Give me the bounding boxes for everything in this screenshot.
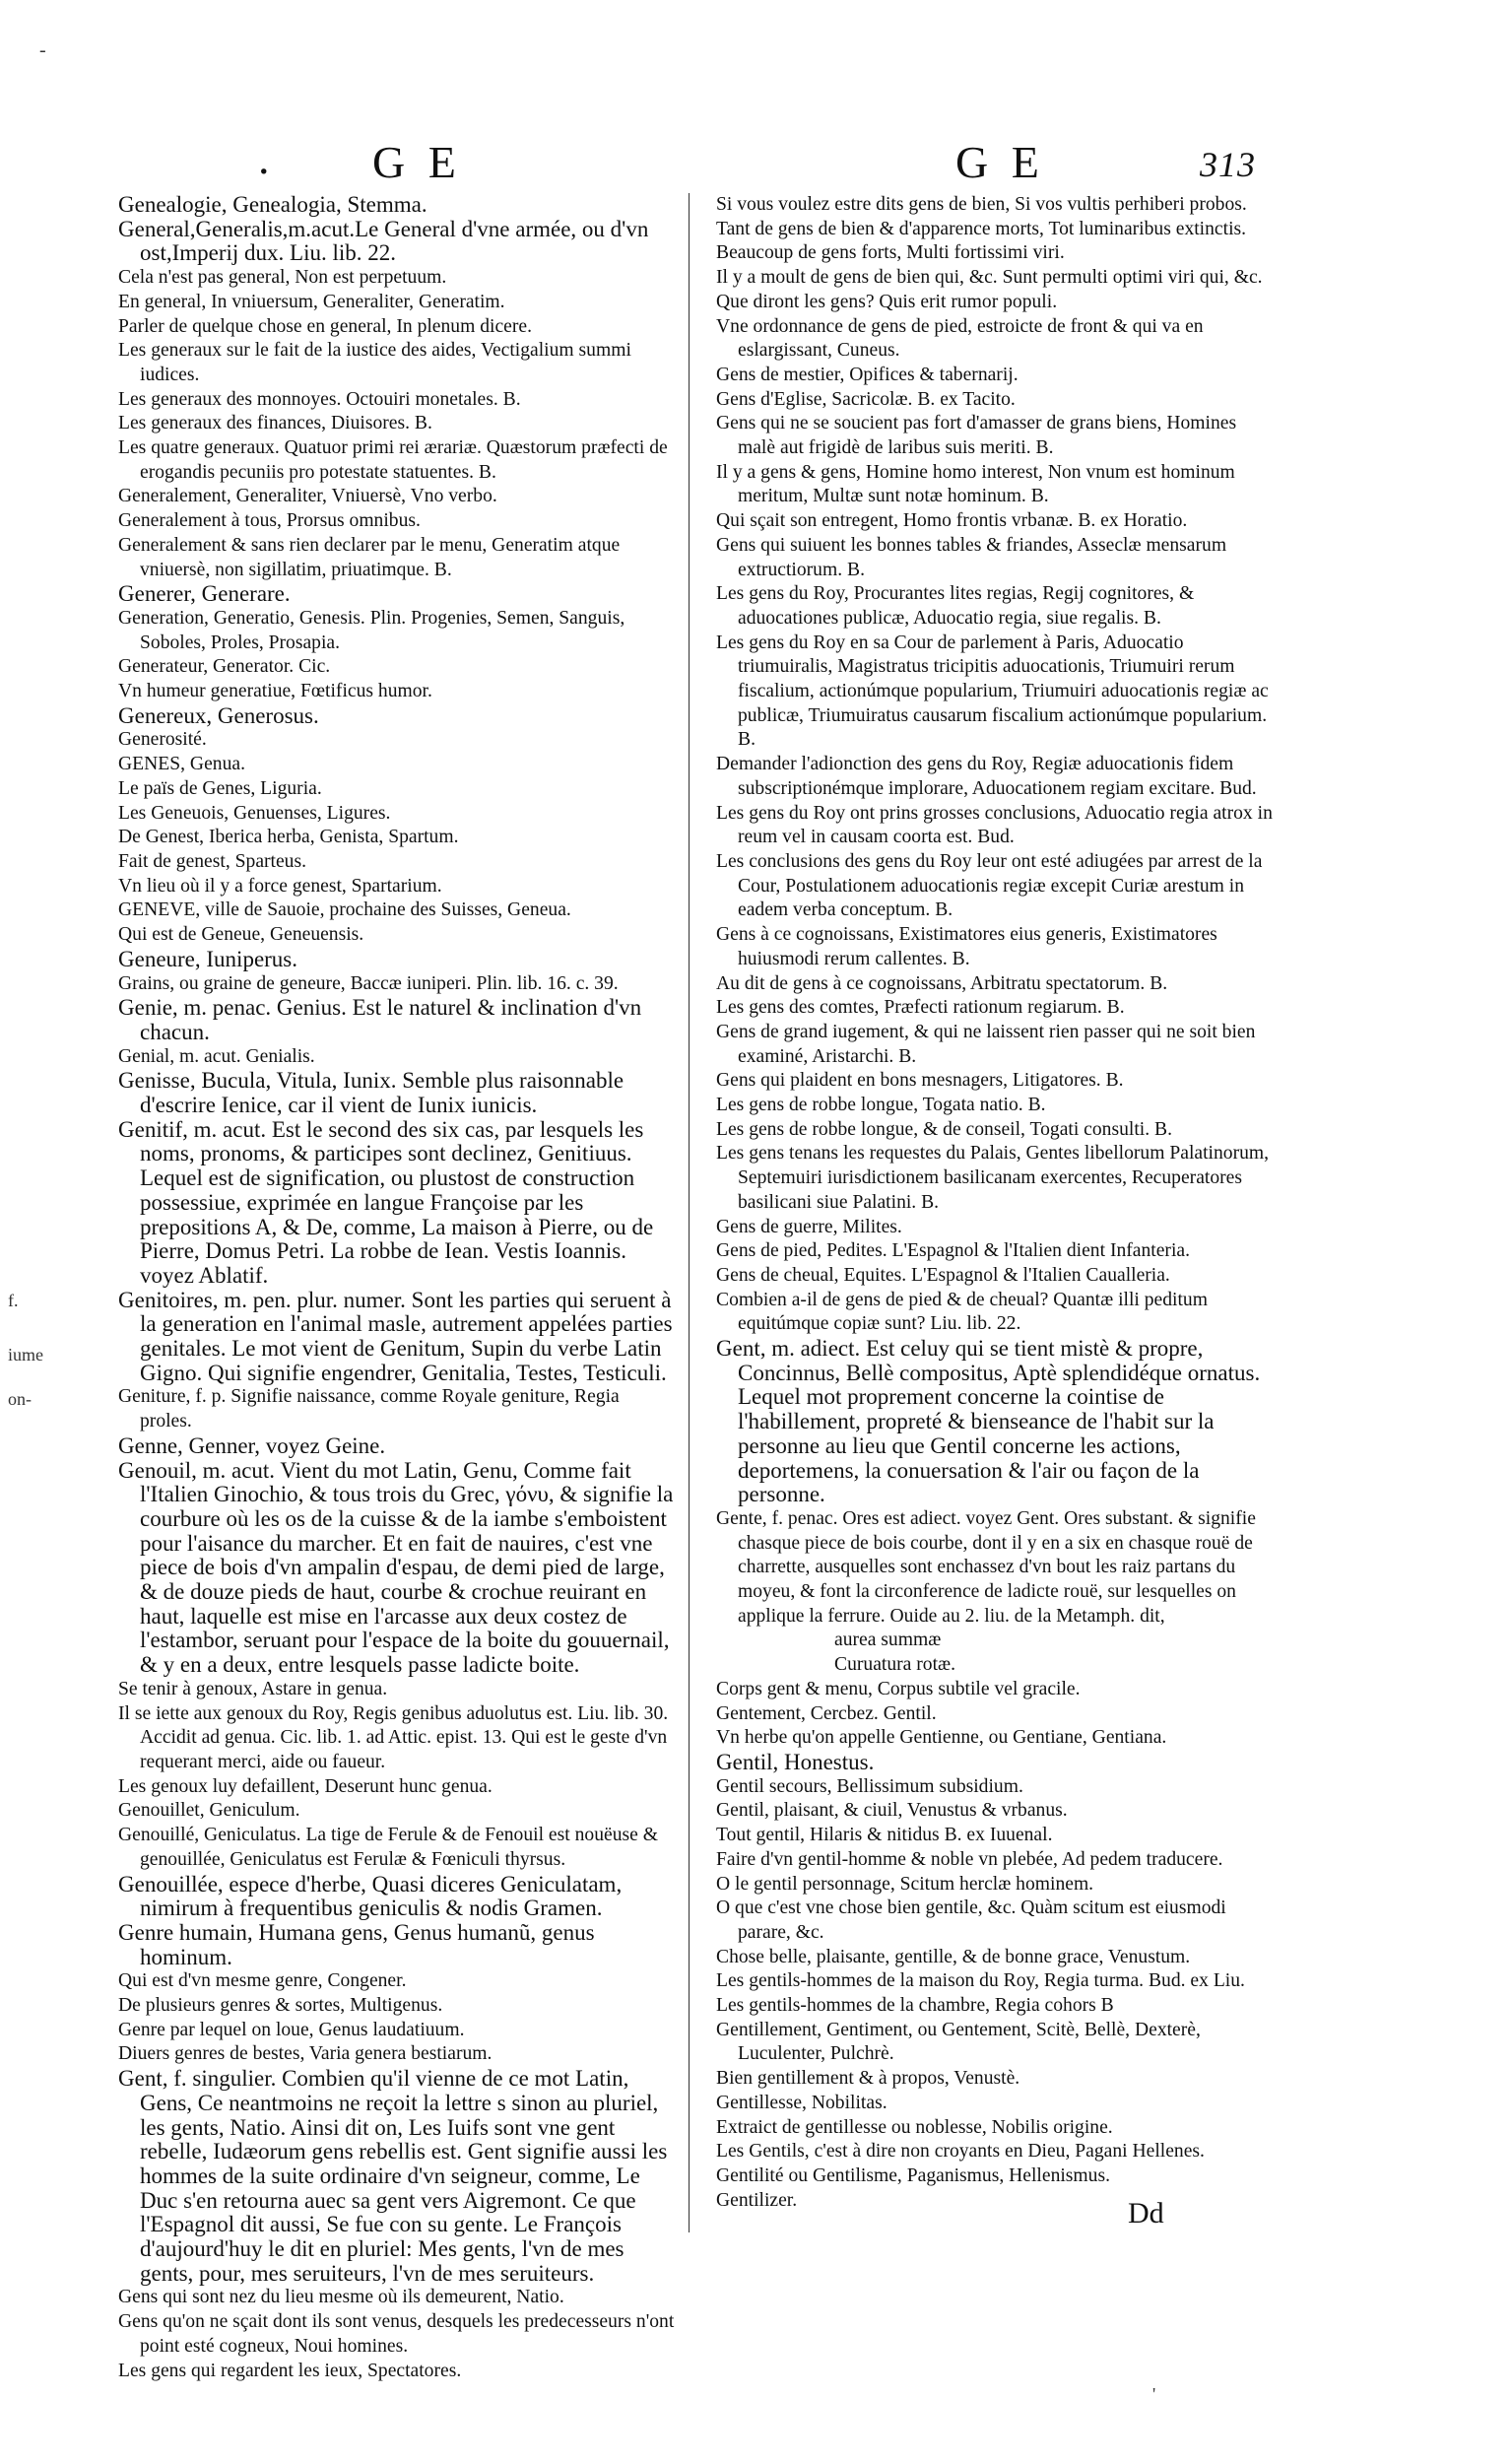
dictionary-entry: Gens de guerre, Milites.: [716, 1216, 902, 1237]
dictionary-entry: Les gens de robbe longue, & de conseil, Togati consulti. B.: [716, 1118, 1172, 1140]
dictionary-entry: Parler de quelque chose en general, In plenum dicere.: [118, 315, 532, 337]
margin-note: on-: [8, 1389, 32, 1409]
dictionary-entry: Generalement & sans rien declarer par le menu, Generatim atque vniuersè, non sigillatim, priuatimque. B.: [118, 534, 621, 580]
page-number: 313: [1200, 145, 1256, 184]
dictionary-entry: Genouillée, espece d'herbe, Quasi diceres Geniculatam, nimirum à frequentibus geniculis & nodis Gramen.: [118, 1871, 623, 1921]
dictionary-entry: Les gens du Roy en sa Cour de parlement à Paris, Aduocatio triumuiralis, Magistratus tricipitis aduocationis, Triumuiri rerum fiscalium, actionúmque popularium, Triumuiri aduocationis regiæ ac publicæ, Triumuiratus causarum fiscalium actionúmque popularium. B.: [716, 632, 1269, 751]
dictionary-entry: Gente, f. penac. Ores est adiect. voyez Gent. Ores substant. & signifie chasque piece de bois courbe, dont il y en a six en chasque rouë de charrette, ausquelles sont enchassez d'vn bout les raiz partans du moyeu, & font la circonference de ladicte rouë, sur lesquelles on applique la ferrure. Ouide au 2. liu. de la Metamph. dit,: [716, 1507, 1256, 1627]
dictionary-entry: General,Generalis,m.acut.Le General d'vne armée, ou d'vn ost,Imperij dux. Liu. lib. 22.: [118, 216, 649, 266]
dictionary-entry: Generalement, Generaliter, Vniuersè, Vno verbo.: [118, 486, 497, 507]
dictionary-entry: Faire d'vn gentil-homme & noble vn plebée, Ad pedem traducere.: [716, 1848, 1223, 1870]
dictionary-entry: Fait de genest, Sparteus.: [118, 850, 307, 872]
dictionary-entry: Gens de cheual, Equites. L'Espagnol & l'Italien Caualleria.: [716, 1264, 1170, 1286]
dictionary-entry: Genisse, Bucula, Vitula, Iunix. Semble plus raisonnable d'escrire Ienice, car il vient de Iunix iunicis.: [118, 1068, 625, 1118]
dictionary-entry: Corps gent & menu, Corpus subtile vel gracile.: [716, 1678, 1081, 1699]
dictionary-entry: Bien gentillement & à propos, Venustè.: [716, 2068, 1020, 2090]
margin-note: f.: [8, 1291, 19, 1310]
dictionary-entry: Il y a moult de gens de bien qui, &c. Sunt permulti optimi viri qui, &c.: [716, 267, 1263, 289]
dictionary-entry: Les gens qui regardent les ieux, Spectatores.: [118, 2360, 462, 2381]
dictionary-entry: Les genoux luy defaillent, Deserunt hunc genua.: [118, 1775, 493, 1797]
header-dot: .: [258, 133, 276, 183]
bottom-mark: ': [1152, 2384, 1156, 2404]
dictionary-entry: Gens de pied, Pedites. L'Espagnol & l'Italien dient Infanteria.: [716, 1240, 1190, 1262]
dictionary-entry: Vn lieu où il y a force genest, Spartarium.: [118, 875, 442, 897]
dictionary-entry: Generateur, Generator. Cic.: [118, 656, 331, 678]
dictionary-entry: Genereux, Generosus.: [118, 702, 319, 728]
dictionary-entry: Genouillet, Geniculum.: [118, 1800, 300, 1822]
dictionary-entry: Geneure, Iuniperus.: [118, 946, 298, 971]
dictionary-entry: Genouillé, Geniculatus. La tige de Ferule & de Fenouil est nouëuse & genouillée, Geniculatus est Ferulæ & Fœniculi thyrsus.: [118, 1825, 658, 1870]
header-left-title: G E: [372, 137, 462, 187]
dictionary-entry: Qui sçait son entregent, Homo frontis vrbanæ. B. ex Horatio.: [716, 510, 1188, 532]
dictionary-entry: Genre humain, Humana gens, Genus humanũ, genus hominum.: [118, 1919, 595, 1969]
margin-note: iume: [8, 1345, 43, 1365]
dictionary-entry: Tout gentil, Hilaris & nitidus B. ex Iuuenal.: [716, 1825, 1053, 1846]
dictionary-entry: Il se iette aux genoux du Roy, Regis genibus aduolutus est. Liu. lib. 30. Accidit ad genua. Cic. lib. 1. ad Attic. epist. 13. Qui est le geste d'vn requerant merci, aide ou faueur.: [118, 1702, 669, 1772]
running-head: [0, 133, 1512, 195]
dictionary-entry: Genie, m. penac. Genius. Est le naturel & inclination d'vn chacun.: [118, 995, 642, 1044]
dictionary-entry: Que diront les gens? Quis erit rumor populi.: [716, 291, 1058, 312]
dictionary-entry: Diuers genres de bestes, Varia genera bestiarum.: [118, 2043, 493, 2065]
dictionary-entry: Generosité.: [118, 729, 207, 751]
dictionary-entry: Au dit de gens à ce cognoissans, Arbitratu spectatorum. B.: [716, 972, 1168, 994]
dictionary-entry: GENES, Genua.: [118, 754, 245, 775]
column-rule: [689, 193, 690, 2232]
dictionary-entry: Se tenir à genoux, Astare in genua.: [118, 1678, 388, 1699]
dictionary-entry: Les gentils-hommes de la maison du Roy, Regia turma. Bud. ex Liu.: [716, 1970, 1245, 1992]
dictionary-entry: Gens de grand iugement, & qui ne laissent rien passer qui ne soit bien examiné, Aristarchi. B.: [716, 1021, 1256, 1067]
dictionary-entry: Gentilizer.: [716, 2189, 798, 2211]
dictionary-entry: Gens qui plaident en bons mesnagers, Litigatores. B.: [716, 1070, 1124, 1092]
dictionary-entry: Generation, Generatio, Genesis. Plin. Progenies, Semen, Sanguis, Soboles, Proles, Prosapia.: [118, 607, 625, 653]
dictionary-entry: Combien a-il de gens de pied & de cheual? Quantæ illi peditum equitúmque copiæ sunt? Liu. lib. 22.: [716, 1289, 1208, 1335]
dictionary-entry: Gentement, Cercbez. Gentil.: [716, 1702, 937, 1724]
dictionary-entry: Les gens de robbe longue, Togata natio. B.: [716, 1095, 1046, 1116]
dictionary-entry: Qui est d'vn mesme genre, Congener.: [118, 1970, 407, 1992]
dictionary-entry: Le païs de Genes, Liguria.: [118, 777, 322, 799]
dictionary-entry: Les gens du Roy, Procurantes lites regias, Regij cognitores, & aduocationes publicæ, Aduocatio regia, siue regalis. B.: [716, 583, 1195, 629]
dictionary-entry: Gent, m. adiect. Est celuy qui se tient mistè & propre, Concinnus, Bellè compositus, Aptè splendidéque ornatus. Lequel mot proprement concerne la cointise de l'habillement, propreté & bienseance de l'habit sur la personne au lieu que Gentil concerne les actions, deportemens, la conuersation & l'air ou façon de la personne.: [716, 1336, 1261, 1507]
dictionary-entry: Les gens du Roy ont prins grosses conclusions, Aduocatio regia atrox in reum vel in causam coorta est. Bud.: [716, 802, 1273, 848]
dictionary-entry: Qui est de Geneue, Geneuensis.: [118, 924, 364, 946]
dictionary-entry: Gentillesse, Nobilitas.: [716, 2092, 887, 2113]
dictionary-entry: Generer, Generare.: [118, 581, 291, 607]
dictionary-entry: Gens qui suiuent les bonnes tables & friandes, Asseclæ mensarum extructiorum. B.: [716, 534, 1227, 580]
dictionary-entry: Genial, m. acut. Genialis.: [118, 1045, 315, 1067]
dictionary-entry: O que c'est vne chose bien gentile, &c. Quàm scitum est eiusmodi parare, &c.: [716, 1897, 1226, 1943]
marginalia: [8, 965, 67, 1754]
catchword: Dd: [1128, 2197, 1164, 2230]
dictionary-entry: Les generaux sur le fait de la iustice des aides, Vectigalium summi iudices.: [118, 340, 631, 385]
dictionary-entry: Vne ordonnance de gens de pied, estroicte de front & qui va en eslargissant, Cuneus.: [716, 315, 1204, 362]
dictionary-entry: Les gens tenans les requestes du Palais, Gentes libellorum Palatinorum, Septemuiri iurisdictionem basilicanam exercentes, Recuperatores basilicani siue Palatini. B.: [716, 1143, 1270, 1213]
dictionary-entry: Les generaux des monnoyes. Octouiri monetales. B.: [118, 388, 521, 410]
dictionary-entry: Les generaux des finances, Diuisores. B.: [118, 413, 432, 434]
dictionary-entry: Les gens des comtes, Præfecti rationum regiarum. B.: [716, 997, 1125, 1019]
dictionary-entry: Vn herbe qu'on appelle Gentienne, ou Gentiane, Gentiana.: [716, 1727, 1167, 1749]
dictionary-entry: Demander l'adionction des gens du Roy, Regiæ aduocationis fidem subscriptionémque implorare, Aduocationem regiam excitare. Bud.: [716, 754, 1257, 799]
dictionary-entry: aurea summæ: [834, 1630, 942, 1651]
dictionary-entry: Genitoires, m. pen. plur. numer. Sont les parties qui seruent à la generation en l'animal masle, autrement appelées parties genitales. Le mot vient de Genitum, Supin du verbe Latin Gigno. Qui signifie engendrer, Genitalia, Testes, Testiculi.: [118, 1287, 673, 1385]
dictionary-entry: Les conclusions des gens du Roy leur ont esté adiugées par arrest de la Cour, Postulationem aduocationis regiæ excepit Curiæ arestum in eadem verba conceptum. B.: [716, 850, 1263, 921]
dictionary-entry: Extraict de gentillesse ou noblesse, Nobilis origine.: [716, 2116, 1113, 2138]
dictionary-entry: Les Geneuois, Genuenses, Ligures.: [118, 802, 391, 824]
dictionary-entry: Les gentils-hommes de la chambre, Regia cohors B: [716, 1995, 1114, 2017]
dictionary-entry: Grains, ou graine de geneure, Baccæ iuniperi. Plin. lib. 16. c. 39.: [118, 972, 619, 994]
dictionary-entry: Gens qui ne se soucient pas fort d'amasser de grans biens, Homines malè aut frigidè de laribus suis meriti. B.: [716, 413, 1237, 459]
dictionary-entry: Les Gentils, c'est à dire non croyants en Dieu, Pagani Hellenes.: [716, 2141, 1205, 2163]
dictionary-entry: Chose belle, plaisante, gentille, & de bonne grace, Venustum.: [716, 1946, 1191, 1967]
dictionary-entry: Geniture, f. p. Signifie naissance, comme Royale geniture, Regia proles.: [118, 1386, 620, 1432]
left-column: [118, 192, 675, 2381]
dictionary-entry: Gentillement, Gentiment, ou Gentement, Scitè, Bellè, Dexterè, Luculenter, Pulchrè.: [716, 2019, 1201, 2065]
dictionary-entry: En general, In vniuersum, Generaliter, Generatim.: [118, 291, 505, 312]
dictionary-entry: Gentil, plaisant, & ciuil, Venustus & vrbanus.: [716, 1800, 1068, 1822]
dictionary-entry: Les quatre generaux. Quatuor primi rei ærariæ. Quæstorum præfecti de erogandis pecuniis pro potestate statuentes. B.: [118, 437, 668, 483]
dictionary-entry: Genitif, m. acut. Est le second des six cas, par lesquels les noms, pronoms, & participes sont declinez, Genitiuus. Lequel est de signification, ou plustost de construction possessiue, exprimée en langue Françoise par les prepositions A, & De, comme, La maison à Pierre, ou de Pierre, Domus Petri. La robbe de Iean. Vestis Ioannis. voyez Ablatif.: [118, 1116, 654, 1288]
dictionary-entry: Genouil, m. acut. Vient du mot Latin, Genu, Comme fait l'Italien Ginochio, & tous trois du Grec, γόνυ, & signifie la courbure où les os de la cuisse & de la iambe s'emboistent pour l'aisance du marcher. Et en fait de nauires, c'est vne piece de bois d'vn ampalin d'espau, de demi pied de large, & de douze pieds de haut, courbe & crochue reuirant en haut, laquelle est mise en l'arcasse aux deux costez de l'estambor, seruant pour l'espace de la boite du gouuernail, & y en a deux, entre lesquels passe ladicte boite.: [118, 1457, 674, 1678]
dictionary-entry: Si vous voulez estre dits gens de bien, Si vos vultis perhiberi probos.: [716, 194, 1247, 215]
dictionary-entry: Gens d'Eglise, Sacricolæ. B. ex Tacito.: [716, 388, 1016, 410]
dictionary-entry: Genealogie, Genealogia, Stemma.: [118, 192, 427, 217]
dictionary-entry: O le gentil personnage, Scitum herclæ hominem.: [716, 1873, 1094, 1895]
dictionary-entry: Il y a gens & gens, Homine homo interest, Non vnum est hominum meritum, Multæ sunt notæ hominum. B.: [716, 461, 1235, 507]
dictionary-entry: Gent, f. singulier. Combien qu'il vienne de ce mot Latin, Gens, Ce neantmoins ne reçoit la lettre s sinon au pluriel, les gents, Natio. Ainsi dit on, Les Iuifs sont vne gent rebelle, Iudæorum gens rebellis est. Gent signifie aussi les hommes de la suite ordinaire d'vn seigneur, comme, Le Duc s'en retourna auec sa gent vers Aigremont. Ce que l'Espagnol dit aussi, Se fue con su gente. Le François d'aujourd'huy le dit en pluriel: Mes gents, l'vn de mes gents, pour, mes seruiteurs, l'vn de mes seruiteurs.: [118, 2066, 668, 2286]
dictionary-entry: Gens qu'on ne sçait dont ils sont venus, desquels les predecesseurs n'ont point esté cogneux, Noui homines.: [118, 2311, 675, 2357]
header-right-title: G E: [955, 137, 1045, 187]
dictionary-entry: GENEVE, ville de Sauoie, prochaine des Suisses, Geneua.: [118, 899, 571, 921]
dictionary-entry: Generalement à tous, Prorsus omnibus.: [118, 510, 421, 532]
dictionary-entry: Beaucoup de gens forts, Multi fortissimi viri.: [716, 242, 1065, 264]
dictionary-entry: De plusieurs genres & sortes, Multigenus.: [118, 1995, 443, 2017]
dictionary-entry: Curuatura rotæ.: [834, 1654, 955, 1676]
dictionary-entry: Gentil secours, Bellissimum subsidium.: [716, 1775, 1023, 1797]
dictionary-entry: Tant de gens de bien & d'apparence morts, Tot luminaribus extinctis.: [716, 218, 1247, 239]
dictionary-entry: Cela n'est pas general, Non est perpetuum.: [118, 267, 447, 289]
dictionary-entry: Gentil, Honestus.: [716, 1750, 875, 1774]
dictionary-entry: Genne, Genner, voyez Geine.: [118, 1432, 386, 1458]
right-column: [716, 193, 1273, 2213]
dictionary-entry: Gens à ce cognoissans, Existimatores eius generis, Existimatores huiusmodi rerum callentes. B.: [716, 924, 1217, 969]
dictionary-entry: De Genest, Iberica herba, Genista, Spartum.: [118, 827, 459, 848]
dictionary-entry: Gens de mestier, Opifices & tabernarij.: [716, 364, 1019, 385]
corner-mark: -: [39, 39, 46, 61]
dictionary-entry: Gens qui sont nez du lieu mesme où ils demeurent, Natio.: [118, 2287, 564, 2308]
dictionary-entry: Vn humeur generatiue, Fœtificus humor.: [118, 681, 432, 702]
dictionary-entry: Genre par lequel on loue, Genus laudatiuum.: [118, 2019, 465, 2040]
dictionary-entry: Gentilité ou Gentilisme, Paganismus, Hellenismus.: [716, 2164, 1110, 2186]
